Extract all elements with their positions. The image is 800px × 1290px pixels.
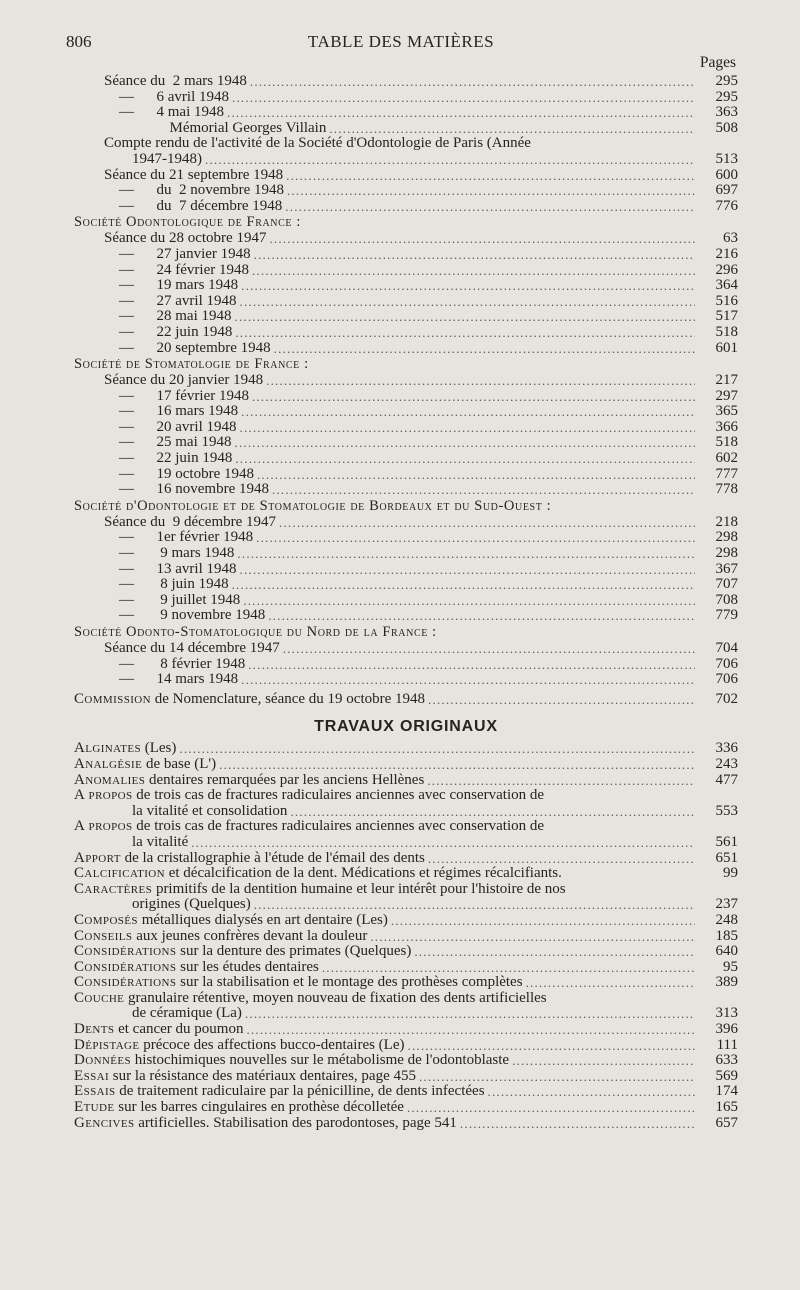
entry-text bbox=[74, 913, 388, 929]
entry-text: la vitalité bbox=[132, 833, 189, 850]
entry-page: 165 bbox=[715, 1099, 738, 1116]
entry-keyword: Considérations bbox=[74, 958, 177, 975]
entry-text: — 13 avril 1948 bbox=[104, 560, 237, 577]
entry-page: 389 bbox=[715, 974, 738, 991]
entry-text bbox=[74, 692, 425, 708]
dot-leader bbox=[248, 657, 695, 673]
entry-page: 640 bbox=[715, 943, 738, 960]
entry-text bbox=[74, 929, 367, 945]
page-header bbox=[66, 32, 736, 52]
dot-leader bbox=[428, 692, 695, 708]
travaux-entry bbox=[74, 960, 738, 976]
entry-text bbox=[74, 1053, 509, 1069]
dot-leader bbox=[407, 1100, 695, 1116]
entry-text bbox=[74, 757, 216, 773]
entry-page: 298 bbox=[715, 545, 738, 562]
dot-leader bbox=[428, 851, 695, 867]
entry-page: 518 bbox=[715, 323, 738, 340]
dot-leader bbox=[257, 467, 695, 483]
seance-entry bbox=[74, 482, 738, 498]
entry-text: — 28 mai 1948 bbox=[104, 308, 232, 325]
seance-entry bbox=[74, 373, 738, 389]
travaux-entry bbox=[74, 1100, 738, 1116]
entry-page: 704 bbox=[715, 640, 738, 656]
dot-leader bbox=[286, 168, 695, 184]
entry-text: la vitalité et consolidation bbox=[132, 802, 288, 819]
entry-rest: granulaire rétentive, moyen nouveau de fixation des dents artificielles bbox=[124, 989, 547, 1006]
entry-rest: sur les barres cingulaires en prothèse décolletée bbox=[114, 1099, 404, 1116]
dot-leader bbox=[245, 1006, 695, 1022]
entry-text bbox=[74, 975, 523, 991]
entry-text bbox=[74, 1116, 457, 1132]
travaux-entry bbox=[74, 913, 738, 929]
dot-leader bbox=[287, 183, 695, 199]
dot-leader bbox=[240, 562, 696, 578]
entry-keyword: Considérations bbox=[74, 974, 177, 991]
seance-entry bbox=[74, 641, 738, 657]
entry-page: 295 bbox=[715, 88, 738, 105]
entry-rest: de traitement radiculaire par la pénicilline, de dents infectées bbox=[115, 1083, 485, 1100]
entry-page: 365 bbox=[715, 403, 738, 420]
seance-entry bbox=[74, 435, 738, 451]
dot-leader bbox=[219, 757, 695, 773]
entry-keyword: Anomalies bbox=[74, 771, 146, 788]
entry-page: 601 bbox=[715, 339, 738, 356]
entry-text: origines (Quelques) bbox=[132, 896, 251, 913]
entry-page: 657 bbox=[715, 1114, 738, 1131]
entry-page: 367 bbox=[715, 560, 738, 577]
entry-text: Séance du 20 janvier 1948 bbox=[104, 372, 264, 389]
entry-text: — 22 juin 1948 bbox=[104, 450, 233, 467]
entry-keyword: Caractères bbox=[74, 880, 153, 897]
seance-entry bbox=[74, 168, 738, 184]
seance-entry bbox=[74, 105, 738, 121]
travaux-entry bbox=[74, 757, 738, 773]
seance-entry bbox=[74, 467, 738, 483]
entry-text: — 24 février 1948 bbox=[104, 261, 249, 278]
entry-text bbox=[74, 960, 319, 976]
entry-page: 237 bbox=[715, 896, 738, 913]
entry-page: 95 bbox=[723, 958, 738, 975]
travaux-entry bbox=[74, 1038, 738, 1054]
entry-page: 396 bbox=[715, 1021, 738, 1038]
entry-keyword: Conseils bbox=[74, 927, 133, 944]
travaux-entry-line bbox=[74, 991, 738, 1007]
commission-entry bbox=[74, 692, 738, 708]
seance-entry bbox=[74, 593, 738, 609]
entry-page: 366 bbox=[715, 418, 738, 435]
entry-text: — 22 juin 1948 bbox=[104, 323, 233, 340]
dot-leader bbox=[279, 515, 695, 531]
seance-entry bbox=[74, 608, 738, 624]
entry-page: 313 bbox=[715, 1005, 738, 1022]
dot-leader bbox=[391, 913, 695, 929]
compte-rendu-line: Compte rendu de l'activité de la Société d'Odontologie de Paris (Année bbox=[104, 135, 531, 152]
seance-entry bbox=[74, 451, 738, 467]
compte-rendu-entry bbox=[74, 152, 738, 168]
dot-leader bbox=[252, 389, 695, 405]
travaux-entry bbox=[74, 1022, 738, 1038]
entry-text bbox=[74, 1084, 485, 1100]
dot-leader bbox=[243, 593, 695, 609]
entry-keyword: Dépistage bbox=[74, 1036, 140, 1053]
dot-leader bbox=[370, 929, 695, 945]
entry-page: 561 bbox=[715, 833, 738, 850]
entry-page: 111 bbox=[716, 1036, 738, 1053]
entry-rest: de la cristallographie à l'étude de l'émail des dents bbox=[120, 849, 425, 866]
entry-page: 602 bbox=[715, 450, 738, 467]
entry-keyword: Considérations bbox=[74, 943, 177, 960]
entry-text: — 27 avril 1948 bbox=[104, 292, 237, 309]
entry-keyword: Alginates bbox=[74, 740, 141, 757]
travaux-entry bbox=[74, 1116, 738, 1132]
entry-page: 477 bbox=[715, 771, 738, 788]
entry-keyword: Essai bbox=[74, 1067, 110, 1084]
dot-leader bbox=[254, 897, 695, 913]
entry-keyword: Apport bbox=[74, 849, 121, 866]
entry-page: 99 bbox=[723, 865, 738, 882]
dot-leader bbox=[232, 90, 695, 106]
dot-leader bbox=[250, 74, 695, 90]
dot-leader bbox=[241, 672, 695, 688]
entry-text: — 27 janvier 1948 bbox=[104, 245, 251, 262]
dot-leader bbox=[235, 309, 696, 325]
entry-text bbox=[74, 741, 176, 757]
entry-rest: de trois cas de fractures radiculaires anciennes avec conservation de bbox=[132, 787, 545, 804]
dot-leader bbox=[408, 1038, 696, 1054]
entry-page: 174 bbox=[715, 1083, 738, 1100]
travaux-entry bbox=[74, 773, 738, 789]
entry-rest: de Nomenclature, séance du 19 octobre 1948 bbox=[150, 690, 426, 707]
entry-rest: et cancer du poumon bbox=[114, 1021, 244, 1038]
table-of-contents bbox=[74, 74, 738, 1131]
seance-entry bbox=[74, 121, 738, 137]
dot-leader bbox=[268, 608, 695, 624]
society-heading: Société de Stomatologie de France : bbox=[74, 356, 309, 373]
entry-page: 707 bbox=[715, 576, 738, 593]
entry-rest: primitifs de la dentition humaine et leur intérêt pour l'histoire de nos bbox=[152, 880, 566, 897]
entry-rest: sur la résistance des matériaux dentaires, page 455 bbox=[109, 1067, 416, 1084]
entry-text: — 17 février 1948 bbox=[104, 387, 249, 404]
dot-leader bbox=[252, 263, 695, 279]
dot-leader bbox=[241, 278, 695, 294]
entry-keyword: Analgésie bbox=[74, 755, 143, 772]
dot-leader bbox=[285, 199, 695, 215]
dot-leader bbox=[237, 546, 695, 562]
seance-entry bbox=[74, 247, 738, 263]
entry-text: de céramique (La) bbox=[132, 1005, 242, 1022]
entry-keyword: Essais bbox=[74, 1083, 116, 1100]
travaux-entry bbox=[74, 741, 738, 757]
entry-text bbox=[74, 1038, 405, 1054]
entry-text: — 8 février 1948 bbox=[104, 655, 246, 672]
section-title-travaux: TRAVAUX ORIGINAUX bbox=[314, 718, 498, 736]
entry-page: 217 bbox=[715, 372, 738, 389]
entry-page: 706 bbox=[715, 655, 738, 672]
seance-entry bbox=[74, 420, 738, 436]
seance-entry bbox=[74, 546, 738, 562]
entry-text: — 19 mars 1948 bbox=[104, 277, 239, 294]
entry-page: 779 bbox=[715, 607, 738, 624]
society-heading: Société Odonto-Stomatologique du Nord de la France : bbox=[74, 624, 437, 640]
entry-text: — 20 avril 1948 bbox=[104, 418, 237, 435]
travaux-entry bbox=[74, 1053, 738, 1069]
entry-page: 336 bbox=[715, 740, 738, 757]
entry-text: — 1er février 1948 bbox=[104, 529, 254, 546]
pages-column-label: Pages bbox=[699, 54, 736, 71]
entry-rest: de trois cas de fractures radiculaires anciennes avec conservation de bbox=[132, 818, 545, 835]
dot-leader bbox=[205, 152, 695, 168]
entry-text: Séance du 28 octobre 1947 bbox=[104, 230, 267, 247]
entry-page: 633 bbox=[715, 1052, 738, 1069]
dot-leader bbox=[235, 325, 695, 341]
entry-rest: et décalcification de la dent. Médications et régimes récalcifiants. bbox=[164, 865, 562, 882]
entry-rest: artificielles. Stabilisation des parodontoses, page 541 bbox=[134, 1114, 457, 1131]
entry-text: — 16 novembre 1948 bbox=[104, 481, 269, 498]
travaux-entry-cont bbox=[74, 835, 738, 851]
travaux-entry bbox=[74, 866, 738, 882]
travaux-entry bbox=[74, 944, 738, 960]
entry-text: — 14 mars 1948 bbox=[104, 671, 239, 688]
seance-entry bbox=[74, 341, 738, 357]
dot-leader bbox=[235, 435, 696, 451]
entry-text: — 8 juin 1948 bbox=[104, 576, 229, 593]
dot-leader bbox=[488, 1084, 695, 1100]
travaux-entry bbox=[74, 1069, 738, 1085]
dot-leader bbox=[241, 404, 695, 420]
page-title: TABLE DES MATIÈRES bbox=[307, 32, 495, 51]
dot-leader bbox=[526, 975, 695, 991]
entry-text: — 25 mai 1948 bbox=[104, 434, 232, 451]
entry-page: 218 bbox=[715, 513, 738, 530]
entry-page: 185 bbox=[715, 927, 738, 944]
entry-page: 297 bbox=[715, 387, 738, 404]
dot-leader bbox=[179, 741, 695, 757]
entry-text bbox=[74, 851, 425, 867]
entry-keyword: A propos bbox=[74, 787, 133, 804]
entry-text: — du 7 décembre 1948 bbox=[104, 197, 283, 214]
entry-page: 651 bbox=[715, 849, 738, 866]
entry-text: — 20 septembre 1948 bbox=[104, 339, 271, 356]
entry-keyword: Calcification bbox=[74, 865, 165, 882]
entry-page: 295 bbox=[715, 73, 738, 89]
entry-text bbox=[74, 1022, 243, 1038]
seance-entry bbox=[74, 389, 738, 405]
entry-page: 553 bbox=[715, 802, 738, 819]
entry-page: 364 bbox=[715, 277, 738, 294]
entry-text: — 19 octobre 1948 bbox=[104, 465, 254, 482]
entry-page: 600 bbox=[715, 166, 738, 183]
seance-entry bbox=[74, 672, 738, 688]
entry-keyword: Composés bbox=[74, 911, 138, 928]
dot-leader bbox=[235, 451, 695, 467]
entry-page: 63 bbox=[723, 230, 738, 247]
seance-entry bbox=[74, 577, 738, 593]
travaux-entry-line bbox=[74, 819, 738, 835]
dot-leader bbox=[322, 960, 695, 976]
entry-text: — 9 juillet 1948 bbox=[104, 591, 241, 608]
entry-page: 708 bbox=[715, 591, 738, 608]
dot-leader bbox=[427, 773, 695, 789]
entry-page: 508 bbox=[715, 119, 738, 136]
entry-text: — 6 avril 1948 bbox=[104, 88, 229, 105]
page-number: 806 bbox=[66, 32, 92, 51]
entry-rest: sur les études dentaires bbox=[176, 958, 319, 975]
dot-leader bbox=[290, 804, 695, 820]
dot-leader bbox=[414, 944, 695, 960]
entry-page: 569 bbox=[715, 1067, 738, 1084]
travaux-entry bbox=[74, 1084, 738, 1100]
entry-page: 706 bbox=[715, 671, 738, 688]
entry-rest: sur la stabilisation et le montage des prothèses complètes bbox=[176, 974, 523, 991]
seance-entry bbox=[74, 530, 738, 546]
dot-leader bbox=[227, 105, 695, 121]
entry-page: 298 bbox=[715, 529, 738, 546]
entry-page: 363 bbox=[715, 104, 738, 121]
entry-keyword: Commission bbox=[74, 690, 151, 707]
entry-text bbox=[74, 1100, 404, 1116]
dot-leader bbox=[274, 341, 695, 357]
entry-page: 777 bbox=[715, 465, 738, 482]
entry-rest: histochimiques nouvelles sur le métabolisme de l'odontoblaste bbox=[131, 1052, 510, 1069]
entry-text: — 9 novembre 1948 bbox=[104, 607, 266, 624]
dot-leader bbox=[419, 1069, 695, 1085]
entry-rest: précoce des affections bucco-dentaires (Le) bbox=[139, 1036, 405, 1053]
travaux-entry-cont bbox=[74, 804, 738, 820]
seance-entry bbox=[74, 278, 738, 294]
dot-leader bbox=[283, 641, 695, 657]
dot-leader bbox=[269, 231, 695, 247]
dot-leader bbox=[512, 1053, 695, 1069]
seance-entry bbox=[74, 74, 738, 90]
entry-rest: aux jeunes confrères devant la douleur bbox=[132, 927, 368, 944]
seance-entry bbox=[74, 404, 738, 420]
seance-entry bbox=[74, 657, 738, 673]
entry-text: — 16 mars 1948 bbox=[104, 403, 239, 420]
entry-text: Séance du 21 septembre 1948 bbox=[104, 166, 284, 183]
entry-page: 517 bbox=[715, 308, 738, 325]
entry-text bbox=[74, 866, 562, 882]
seance-entry bbox=[74, 90, 738, 106]
entry-keyword: Gencives bbox=[74, 1114, 135, 1131]
entry-page: 296 bbox=[715, 261, 738, 278]
society-heading: Société d'Odontologie et de Stomatologie de Bordeaux et du Sud-Ouest : bbox=[74, 497, 552, 514]
entry-keyword: Couche bbox=[74, 989, 125, 1006]
dot-leader bbox=[272, 482, 695, 498]
travaux-entry bbox=[74, 929, 738, 945]
dot-leader bbox=[232, 577, 695, 593]
entry-text bbox=[74, 773, 424, 789]
entry-page: 697 bbox=[715, 182, 738, 199]
entry-text bbox=[74, 1069, 416, 1085]
dot-leader bbox=[254, 247, 695, 263]
entry-text: Séance du 2 mars 1948 bbox=[104, 73, 247, 89]
entry-text: Séance du 9 décembre 1947 bbox=[104, 513, 277, 530]
seance-entry bbox=[74, 263, 738, 279]
entry-page: 778 bbox=[715, 481, 738, 498]
travaux-entry-cont bbox=[74, 1006, 738, 1022]
travaux-entry-line bbox=[74, 788, 738, 804]
entry-rest: de base (L') bbox=[142, 755, 217, 772]
seance-entry bbox=[74, 231, 738, 247]
travaux-entry-line bbox=[74, 882, 738, 898]
dot-leader bbox=[460, 1116, 695, 1132]
entry-keyword: Dents bbox=[74, 1021, 115, 1038]
dot-leader bbox=[256, 530, 695, 546]
seance-entry bbox=[74, 183, 738, 199]
entry-text: 1947-1948) bbox=[132, 150, 202, 167]
entry-text: Séance du 14 décembre 1947 bbox=[104, 640, 280, 656]
seance-entry bbox=[74, 515, 738, 531]
seance-entry bbox=[74, 199, 738, 215]
entry-rest: métalliques dialysés en art dentaire (Les) bbox=[137, 911, 388, 928]
entry-page: 776 bbox=[715, 197, 738, 214]
entry-page: 516 bbox=[715, 292, 738, 309]
entry-text: — du 2 novembre 1948 bbox=[104, 182, 284, 199]
dot-leader bbox=[329, 121, 695, 137]
entry-text: Mémorial Georges Villain bbox=[132, 119, 327, 136]
entry-rest: sur la denture des primates (Quelques) bbox=[176, 943, 412, 960]
dot-leader bbox=[246, 1022, 695, 1038]
entry-page: 702 bbox=[715, 690, 738, 707]
entry-keyword: Données bbox=[74, 1052, 132, 1069]
travaux-entry bbox=[74, 975, 738, 991]
seance-entry bbox=[74, 562, 738, 578]
entry-text: — 9 mars 1948 bbox=[104, 545, 235, 562]
entry-rest: (Les) bbox=[140, 740, 177, 757]
entry-page: 513 bbox=[715, 150, 738, 167]
entry-page: 216 bbox=[715, 245, 738, 262]
entry-page: 243 bbox=[715, 755, 738, 772]
dot-leader bbox=[191, 835, 695, 851]
entry-keyword: A propos bbox=[74, 818, 133, 835]
travaux-entry bbox=[74, 851, 738, 867]
entry-page: 248 bbox=[715, 911, 738, 928]
society-heading: Société Odontologique de France : bbox=[74, 214, 301, 231]
entry-page: 518 bbox=[715, 434, 738, 451]
entry-text bbox=[74, 944, 411, 960]
seance-entry bbox=[74, 325, 738, 341]
travaux-entry-cont bbox=[74, 897, 738, 913]
seance-entry bbox=[74, 309, 738, 325]
dot-leader bbox=[240, 420, 696, 436]
entry-keyword: Etude bbox=[74, 1099, 115, 1116]
entry-rest: dentaires remarquées par les anciens Hellènes bbox=[145, 771, 425, 788]
seance-entry bbox=[74, 294, 738, 310]
entry-text: — 4 mai 1948 bbox=[104, 104, 224, 121]
dot-leader bbox=[240, 294, 696, 310]
dot-leader bbox=[266, 373, 695, 389]
